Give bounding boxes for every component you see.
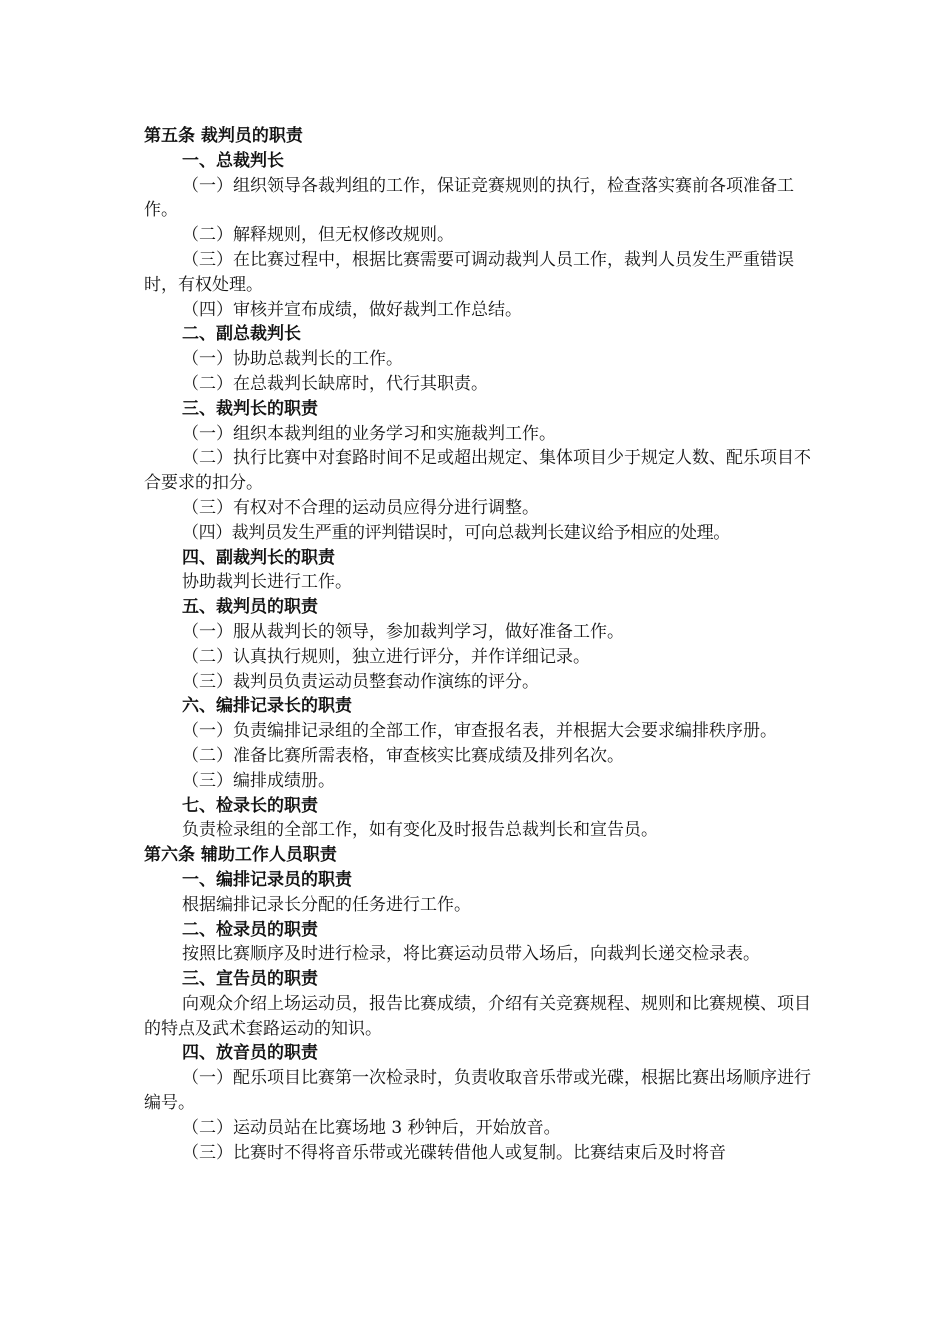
article-5-title: 第五条 裁判员的职责 bbox=[144, 126, 303, 146]
paragraph: 向观众介绍上场运动员，报告比赛成绩，介绍有关竞赛规程、规则和比赛规模、项目的特点及武术套路运动的知识。 bbox=[144, 993, 811, 1039]
paragraph: （四）裁判员发生严重的评判错误时，可向总裁判长建议给予相应的处理。 bbox=[182, 522, 730, 543]
section-sound-operator-heading: 四、放音员的职责 bbox=[182, 1043, 318, 1064]
section-deputy-chief-referee-heading: 二、副总裁判长 bbox=[182, 324, 301, 345]
section-records-clerk-heading: 一、编排记录员的职责 bbox=[182, 869, 352, 890]
paragraph: （二）运动员站在比赛场地 3 秒钟后，开始放音。 bbox=[182, 1117, 561, 1138]
paragraph: （四）审核并宣布成绩，做好裁判工作总结。 bbox=[182, 299, 522, 320]
paragraph: （三）比赛时不得将音乐带或光碟转借他人或复制。比赛结束后及时将音 bbox=[182, 1142, 726, 1163]
paragraph: （一）服从裁判长的领导，参加裁判学习，做好准备工作。 bbox=[182, 621, 624, 642]
paragraph: （二）准备比赛所需表格，审查核实比赛成绩及排列名次。 bbox=[182, 745, 624, 766]
section-inspector-heading: 二、检录员的职责 bbox=[182, 919, 318, 940]
paragraph: （三）在比赛过程中，根据比赛需要可调动裁判人员工作，裁判人员发生严重错误时，有权处理。 bbox=[144, 249, 794, 295]
paragraph: （一）配乐项目比赛第一次检录时，负责收取音乐带或光碟，根据比赛出场顺序进行编号。 bbox=[144, 1068, 811, 1114]
paragraph: （二）执行比赛中对套路时间不足或超出规定、集体项目少于规定人数、配乐项目不合要求的扣分。 bbox=[144, 448, 811, 494]
paragraph: （二）认真执行规则，独立进行评分，并作详细记录。 bbox=[182, 646, 590, 667]
section-inspection-chief-heading: 七、检录长的职责 bbox=[182, 795, 318, 816]
section-announcer-heading: 三、宣告员的职责 bbox=[182, 969, 318, 990]
paragraph: （三）编排成绩册。 bbox=[182, 770, 335, 791]
paragraph: （一）组织本裁判组的业务学习和实施裁判工作。 bbox=[182, 423, 556, 444]
paragraph: 负责检录组的全部工作，如有变化及时报告总裁判长和宣告员。 bbox=[182, 820, 658, 841]
document-page bbox=[144, 124, 814, 1165]
paragraph: （二）解释规则，但无权修改规则。 bbox=[182, 225, 454, 246]
paragraph: 按照比赛顺序及时进行检录，将比赛运动员带入场后，向裁判长递交检录表。 bbox=[182, 944, 760, 965]
paragraph: （一）协助总裁判长的工作。 bbox=[182, 349, 403, 370]
article-6-title: 第六条 辅助工作人员职责 bbox=[144, 845, 337, 866]
paragraph: 根据编排记录长分配的任务进行工作。 bbox=[182, 894, 471, 915]
paragraph: （三）有权对不合理的运动员应得分进行调整。 bbox=[182, 497, 539, 518]
paragraph: 协助裁判长进行工作。 bbox=[182, 572, 352, 593]
section-head-referee-heading: 三、裁判长的职责 bbox=[182, 398, 318, 419]
paragraph: （一）组织领导各裁判组的工作，保证竞赛规则的执行，检查落实赛前各项准备工作。 bbox=[144, 175, 794, 221]
paragraph: （一）负责编排记录组的全部工作，审查报名表，并根据大会要求编排秩序册。 bbox=[182, 721, 777, 742]
paragraph: （三）裁判员负责运动员整套动作演练的评分。 bbox=[182, 671, 539, 692]
section-referee-heading: 五、裁判员的职责 bbox=[182, 597, 318, 618]
section-deputy-head-referee-heading: 四、副裁判长的职责 bbox=[182, 547, 335, 568]
paragraph: （二）在总裁判长缺席时，代行其职责。 bbox=[182, 373, 488, 394]
section-chief-referee-heading: 一、总裁判长 bbox=[182, 150, 284, 171]
section-records-chief-heading: 六、编排记录长的职责 bbox=[182, 696, 352, 717]
